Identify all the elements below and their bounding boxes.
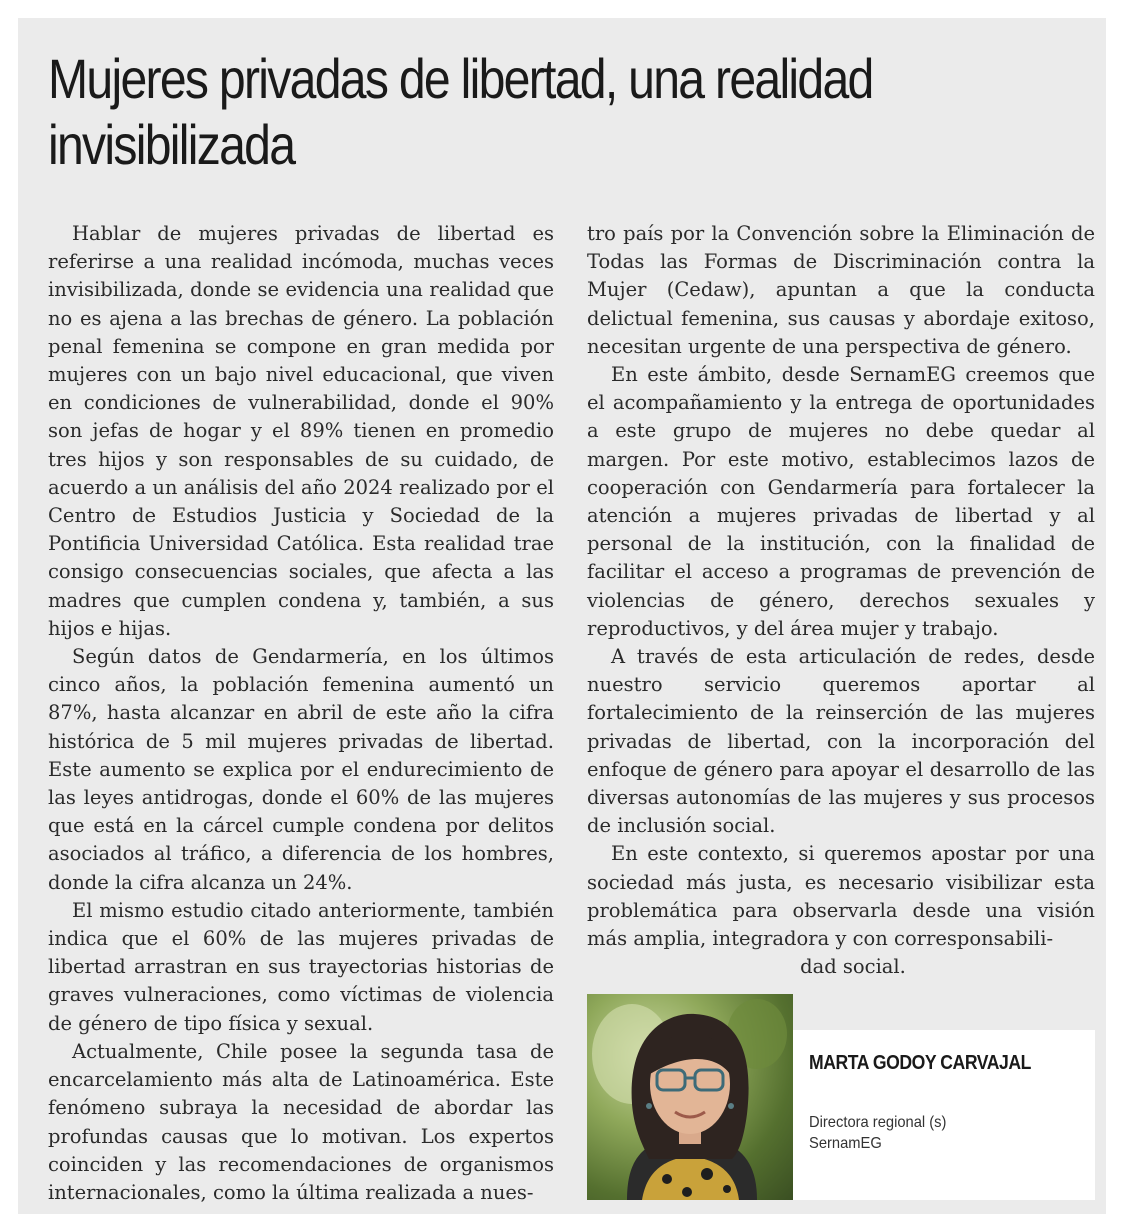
author-card [793,1030,1095,1200]
author-organization: SernamEG [809,1135,882,1152]
author-box [587,994,1095,1200]
author-role-title: Directora regional (s) [809,1114,947,1131]
paragraph: En este contexto, si queremos apostar por una sociedad más justa, es necesario visibilizar esta problemática para observarla desde una visión más amplia, integradora y con corresponsabili- [587,842,1095,951]
paragraph: Hablar de mujeres privadas de libertad es referirse a una realidad incómoda, muchas veces invisibilizada, donde se evidencia una realidad que no es ajena a las brechas de género. La población penal femenina se compone en gran medida por mujeres con un bajo nivel educacional, que viven en condiciones de vulnerabilidad, donde el 90% son jefas de hogar y el 89% tienen en promedio tres hijos y son responsables de su cuidado, de acuerdo a un análisis del año 2024 realizado por el Centro de Estudios Justicia y Sociedad de la Pontificia Universidad Católica. Esta realidad trae consigo consecuencias sociales, que afecta a las madres que cumplen condena y, también, a sus hijos e hijas. [48,222,554,640]
paragraph: tro país por la Convención sobre la Eliminación de Todas las Formas de Discriminación contra la Mujer (Cedaw), apuntan a que la conducta delictual femenina, sus causas y abordaje exitoso, necesitan urgente de una perspectiva de género. [587,222,1095,358]
paragraph: En este ámbito, desde SernamEG creemos que el acompañamiento y la entrega de oportunidades a este grupo de mujeres no debe quedar al margen. Por este motivo, establecimos lazos de cooperación con Gendarmería para fortalecer la atención a mujeres privadas de libertad y al personal de la institución, con la finalidad de facilitar el acceso a programas de prevención de violencias de género, derechos sexuales y reproductivos, y del área mujer y trabajo. [587,363,1095,640]
article-headline: Mujeres privadas de libertad, una realidad invisibilizada [48,47,873,176]
paragraph: Según datos de Gendarmería, en los últimos cinco años, la población femenina aumentó un 87%, hasta alcanzar en abril de este año la cifra histórica de 5 mil mujeres privadas de libertad. Este aumento se explica por el endurecimiento de las leyes antidrogas, donde el 60% de las mujeres que está en la cárcel cumple condena por delitos asociados al tráfico, a diferencia de los hombres, donde la cifra alcanza un 24%. [48,645,554,894]
article-column-left [48,220,554,1207]
portrait-illustration [587,994,793,1200]
closing-line: dad social. [800,955,906,979]
author-role [809,1112,1057,1154]
paragraph: El mismo estudio citado anteriormente, también indica que el 60% de las mujeres privadas de libertad arrastran en sus trayectorias historias de graves vulneraciones, como víctimas de violencia de género de tipo física y sexual. [48,898,554,1035]
article-column-right [587,220,1095,981]
paragraph: A través de esta articulación de redes, desde nuestro servicio queremos aportar al fortalecimiento de la reinserción de las mujeres privadas de libertad, con la incorporación del enfoque de género para apoyar el desarrollo de las diversas autonomías de las mujeres y sus procesos de inclusión social. [587,645,1095,838]
author-photo [587,994,793,1200]
author-name: MARTA GODOY CARVAJAL [809,1052,1031,1074]
article-page [18,18,1106,1214]
paragraph: Actualmente, Chile posee la segunda tasa de encarcelamiento más alta de Latinoamérica. Este fenómeno subraya la necesidad de abordar las profundas causas que lo motivan. Los expertos coinciden y las recomendaciones de organismos internacionales, como la última realizada a nues- [48,1039,554,1204]
